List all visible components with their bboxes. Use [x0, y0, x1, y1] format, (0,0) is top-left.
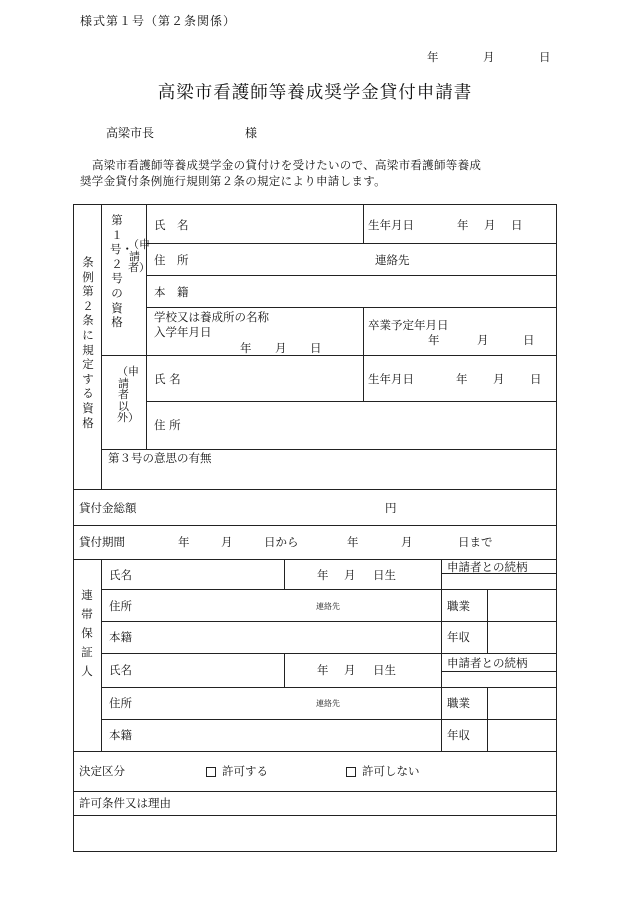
conditions-label: 許可条件又は理由 [79, 796, 171, 810]
form-number: 様式第１号（第２条関係） [80, 14, 237, 28]
guarantor2-relation-label: 申請者との続柄 [447, 656, 528, 670]
enroll-date-label: 入学年月日 [154, 325, 212, 339]
guarantor2-domicile-input[interactable] [144, 723, 438, 749]
guarantor1-address-label: 住所 [109, 599, 132, 613]
enroll-year-label: 年 [240, 341, 252, 355]
honorific: 様 [245, 126, 258, 140]
period-from-month: 月 [221, 535, 233, 549]
conditions-textarea[interactable] [78, 819, 552, 849]
loan-period-label: 貸付期間 [79, 535, 125, 549]
applicant-name-label: 氏 名 [154, 218, 189, 232]
period-from-year: 年 [178, 535, 190, 549]
enroll-day-label: 日 [310, 341, 322, 355]
rule [441, 671, 556, 672]
guarantor2-contact-label: 連絡先 [316, 699, 340, 708]
non-applicant-name-label: 氏 名 [154, 372, 181, 386]
rule [101, 559, 102, 751]
birth-month-label: 月 [484, 218, 496, 232]
application-form-table [73, 204, 557, 852]
guarantor1-relation-label: 申請者との続柄 [447, 560, 528, 574]
deny-checkbox[interactable] [346, 767, 356, 777]
rule [363, 307, 364, 401]
permit-option[interactable] [206, 764, 268, 778]
guarantor1-contact-label: 連絡先 [316, 602, 340, 611]
decision-label: 決定区分 [79, 764, 125, 778]
rule [101, 205, 102, 489]
applicant-address-label: 住 所 [154, 253, 189, 267]
non-applicant-day-label: 日 [530, 372, 542, 386]
guarantor1-address-input[interactable] [144, 593, 308, 619]
qualification-outer-label: 条例第２条に規定する資格 [82, 255, 94, 430]
date-day-label: 日 [539, 50, 551, 64]
period-from-day: 日から [264, 535, 299, 549]
guarantor1-domicile-input[interactable] [144, 625, 438, 651]
guarantor1-domicile-label: 本籍 [109, 630, 132, 644]
guarantor1-name-input[interactable] [144, 562, 282, 588]
applicant-birth-label: 生年月日 [368, 218, 414, 232]
graduation-year-label: 年 [428, 333, 440, 347]
item3-intention-label: 第３号の意思の有無 [108, 451, 212, 465]
period-to-day: 日まで [458, 535, 493, 549]
graduation-day-label: 日 [523, 333, 535, 347]
applicant-name-input[interactable] [204, 210, 358, 240]
permit-checkbox[interactable] [206, 767, 216, 777]
rule [101, 653, 556, 654]
intro-line-1: 高梁市看護師等養成奨学金の貸付けを受けたいので、高梁市看護師等養成 [92, 158, 482, 172]
guarantor2-name-label: 氏名 [109, 663, 132, 677]
intro-text [80, 157, 560, 189]
rule [101, 449, 556, 450]
rule [146, 401, 556, 402]
graduation-month-label: 月 [477, 333, 489, 347]
guarantor2-job-label: 職業 [447, 696, 470, 710]
applicant-domicile-label: 本 籍 [154, 285, 189, 299]
guarantor2-domicile-label: 本籍 [109, 728, 132, 742]
guarantor2-birth-month: 月 [344, 663, 356, 677]
rule [74, 815, 556, 816]
date-month-label: 月 [483, 50, 495, 64]
non-applicant-paren-label: （申請者以外） [117, 365, 139, 424]
rule [284, 559, 285, 589]
guarantor2-address-input[interactable] [144, 691, 308, 717]
rule [146, 275, 556, 276]
rule [284, 653, 285, 687]
deny-option-label: 許可しない [362, 764, 420, 778]
graduation-date-label: 卒業予定年月日 [368, 318, 449, 332]
guarantor2-birth-year: 年 [317, 663, 329, 677]
guarantor2-name-input[interactable] [144, 657, 282, 685]
non-applicant-year-label: 年 [456, 372, 468, 386]
intro-line-2: 奨学金貸付条例施行規則第２条の規定により申請します。 [80, 174, 386, 188]
rule [146, 307, 556, 308]
applicant-paren-label: （申請者） [128, 238, 150, 274]
loan-yen-label: 円 [385, 501, 397, 515]
guarantor1-birth-year: 年 [317, 568, 329, 582]
birth-year-label: 年 [457, 218, 469, 232]
rule [363, 205, 364, 243]
applicant-address-input[interactable] [204, 247, 368, 275]
birth-day-label: 日 [511, 218, 523, 232]
rule [146, 243, 556, 244]
rule [74, 791, 556, 792]
loan-total-label: 貸付金総額 [79, 501, 137, 515]
guarantor1-name-label: 氏名 [109, 568, 132, 582]
date-year-label: 年 [427, 50, 439, 64]
non-applicant-address-input[interactable] [204, 409, 548, 443]
rule [487, 589, 488, 653]
period-to-month: 月 [401, 535, 413, 549]
applicant-domicile-input[interactable] [204, 279, 548, 307]
qualification-sub1-label: 第１号・２号の資格 [110, 213, 133, 330]
guarantor1-birth-month: 月 [344, 568, 356, 582]
rule [74, 525, 556, 526]
non-applicant-address-label: 住 所 [154, 418, 181, 432]
guarantor1-job-label: 職業 [447, 599, 470, 613]
period-to-year: 年 [347, 535, 359, 549]
rule [441, 559, 442, 751]
guarantor1-income-label: 年収 [447, 630, 470, 644]
non-applicant-birth-label: 生年月日 [368, 372, 414, 386]
loan-total-input[interactable] [174, 495, 378, 523]
guarantor2-income-label: 年収 [447, 728, 470, 742]
applicant-contact-label: 連絡先 [375, 253, 410, 267]
addressee: 高梁市長 [106, 126, 155, 140]
rule [74, 751, 556, 752]
school-name-label: 学校又は養成所の名称 [154, 310, 269, 324]
enroll-month-label: 月 [275, 341, 287, 355]
guarantor1-birth-day: 日生 [373, 568, 396, 582]
rule [487, 687, 488, 751]
rule [74, 489, 556, 490]
deny-option[interactable] [346, 764, 420, 778]
guarantor2-address-label: 住所 [109, 696, 132, 710]
page-title: 高梁市看護師等養成奨学金貸付申請書 [157, 83, 473, 103]
permit-option-label: 許可する [222, 764, 268, 778]
guarantor-label: 連帯保証人 [81, 588, 93, 678]
guarantor2-birth-day: 日生 [373, 663, 396, 677]
non-applicant-month-label: 月 [493, 372, 505, 386]
non-applicant-name-input[interactable] [204, 363, 358, 395]
rule [101, 355, 556, 356]
